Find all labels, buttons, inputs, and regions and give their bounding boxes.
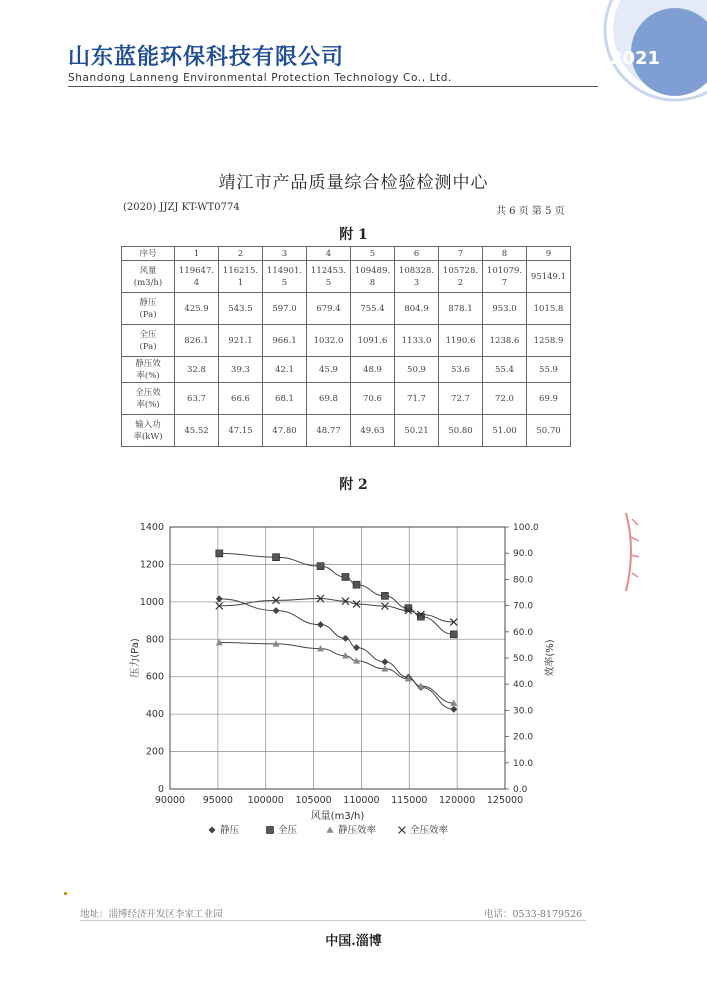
y-tick-label: 0 bbox=[157, 784, 164, 795]
table-cell-line: 53.6 bbox=[451, 364, 470, 375]
table-cell bbox=[527, 415, 571, 447]
table-cell bbox=[395, 293, 439, 325]
document-title: 靖江市产品质量综合检验检测中心 bbox=[218, 173, 489, 193]
table-cell-line: 679.4 bbox=[316, 303, 341, 314]
table-cell bbox=[175, 293, 219, 325]
table-cell bbox=[351, 261, 395, 293]
table-cell-line: 3 bbox=[413, 277, 420, 288]
table-cell-line: 1 bbox=[237, 277, 244, 288]
company-name-en: Shandong Lanneng Environmental Protection Technology Co., Ltd. bbox=[68, 72, 452, 84]
table-cell bbox=[483, 383, 527, 415]
table-cell bbox=[307, 261, 351, 293]
table-cell bbox=[483, 325, 527, 357]
table-cell-line: 2 bbox=[457, 277, 464, 288]
x-axis-label: 风量(m3/h) bbox=[310, 811, 365, 822]
table-header-cell: 3 bbox=[263, 247, 307, 261]
y2-tick-label: 60.0 bbox=[513, 627, 534, 638]
table-cell-line: 101079. bbox=[486, 265, 523, 276]
y2-tick-label: 70.0 bbox=[513, 601, 534, 612]
y-tick-label: 1200 bbox=[139, 559, 164, 571]
table-header-cell: 序号 bbox=[122, 247, 175, 261]
table-cell bbox=[483, 261, 527, 293]
table-cell-line: 66.6 bbox=[231, 393, 250, 404]
data-point-diamond bbox=[209, 827, 216, 834]
table-cell-line: 597.0 bbox=[272, 303, 297, 314]
table-cell bbox=[351, 357, 395, 383]
fan-performance-chart bbox=[120, 515, 560, 849]
chart-svg bbox=[120, 515, 560, 845]
row-label-line2: 率(%) bbox=[136, 370, 160, 381]
table-row-label bbox=[122, 357, 175, 383]
row-label-line2: 率(kW) bbox=[133, 431, 163, 442]
table-cell bbox=[351, 325, 395, 357]
table-cell bbox=[263, 325, 307, 357]
table-cell-line: 1015.8 bbox=[533, 303, 564, 314]
footer-address: 地址：淄博经济开发区李家工业园 bbox=[80, 909, 223, 920]
data-point-diamond bbox=[216, 595, 223, 602]
table-cell bbox=[263, 293, 307, 325]
row-label-line2: (m3/h) bbox=[133, 277, 163, 288]
table-cell-line: 1190.6 bbox=[445, 335, 476, 346]
table-cell bbox=[351, 415, 395, 447]
row-label-line2: 率(%) bbox=[136, 399, 160, 410]
y2-tick-label: 0.0 bbox=[513, 785, 528, 795]
y2-tick-label: 10.0 bbox=[513, 758, 534, 769]
table-row bbox=[122, 415, 571, 447]
table-cell-line: 921.1 bbox=[228, 335, 253, 346]
table-cell-line: 804.9 bbox=[404, 303, 429, 314]
table-cell-line: 50.9 bbox=[407, 364, 426, 375]
x-tick-label: 115000 bbox=[391, 795, 428, 806]
y2-tick-label: 90.0 bbox=[513, 549, 534, 560]
table-cell-line: 1238.6 bbox=[489, 335, 520, 346]
table-header-cell: 4 bbox=[307, 247, 351, 261]
table-cell bbox=[219, 357, 263, 383]
table-header-cell: 7 bbox=[439, 247, 483, 261]
y2-tick-label: 100.0 bbox=[513, 523, 539, 533]
table-cell bbox=[527, 293, 571, 325]
table-cell-line: 8 bbox=[369, 277, 376, 288]
footer-dot bbox=[64, 892, 67, 895]
footer-city: 中国.淄博 bbox=[325, 934, 382, 949]
y-tick-label: 200 bbox=[145, 746, 164, 758]
table-cell-line: 543.5 bbox=[228, 303, 253, 314]
table-cell-line: 68.1 bbox=[275, 393, 294, 404]
table-row bbox=[122, 357, 571, 383]
table-cell bbox=[175, 357, 219, 383]
table-cell bbox=[483, 357, 527, 383]
row-label-line1: 全压效 bbox=[135, 387, 161, 398]
data-point-triangle bbox=[327, 827, 334, 833]
table-cell-line: 116215. bbox=[222, 265, 259, 276]
table-cell-line: 42.1 bbox=[275, 364, 294, 375]
y-tick-label: 1400 bbox=[139, 522, 164, 533]
table-cell-line: 32.8 bbox=[187, 364, 206, 375]
y-tick-label: 1000 bbox=[139, 596, 164, 608]
table-cell-line: 119647. bbox=[178, 265, 215, 276]
x-tick-label: 120000 bbox=[439, 795, 476, 806]
table-cell bbox=[307, 357, 351, 383]
table-cell bbox=[219, 325, 263, 357]
data-point-square bbox=[353, 581, 360, 588]
x-tick-label: 110000 bbox=[343, 795, 380, 806]
footer-phone: 电话：0533-8179526 bbox=[484, 909, 583, 920]
data-point-square bbox=[317, 563, 324, 570]
y2-tick-label: 30.0 bbox=[513, 706, 534, 717]
row-label-line1: 风量 bbox=[139, 265, 157, 276]
table-cell-line: 966.1 bbox=[272, 335, 297, 346]
table-cell-line: 105728. bbox=[442, 265, 479, 276]
table-header-cell: 2 bbox=[219, 247, 263, 261]
table-header-cell: 1 bbox=[175, 247, 219, 261]
table-cell-line: 50.70 bbox=[536, 425, 561, 436]
table-cell bbox=[219, 415, 263, 447]
legend-label: 静压 bbox=[220, 825, 240, 836]
footer-divider bbox=[80, 920, 586, 921]
table-cell bbox=[263, 383, 307, 415]
table-cell bbox=[483, 415, 527, 447]
table-cell bbox=[395, 383, 439, 415]
y-tick-label: 600 bbox=[145, 671, 164, 683]
table-header-cell: 8 bbox=[483, 247, 527, 261]
table-header-cell: 5 bbox=[351, 247, 395, 261]
table-cell bbox=[263, 415, 307, 447]
table-cell-line: 878.1 bbox=[448, 303, 473, 314]
table-cell-line: 47.80 bbox=[272, 425, 297, 436]
table-cell bbox=[527, 261, 571, 293]
table-cell-line: 7 bbox=[501, 277, 508, 288]
y2-axis-label: 效率(%) bbox=[545, 639, 556, 677]
table-cell bbox=[439, 261, 483, 293]
table-cell-line: 72.0 bbox=[495, 393, 514, 404]
appendix-1-title: 附 1 bbox=[339, 227, 368, 243]
table-cell-line: 48.77 bbox=[316, 425, 341, 436]
row-label-line1: 静压 bbox=[139, 297, 157, 308]
table-cell bbox=[439, 415, 483, 447]
table-cell bbox=[351, 293, 395, 325]
table-row bbox=[122, 293, 571, 325]
table-cell-line: 425.9 bbox=[184, 303, 209, 314]
x-tick-label: 100000 bbox=[247, 795, 284, 806]
table-cell bbox=[263, 261, 307, 293]
table-cell-line: 51.00 bbox=[492, 425, 517, 436]
table-row-label bbox=[122, 325, 175, 357]
table-cell-line: 48.9 bbox=[363, 364, 382, 375]
table-cell-line: 45.9 bbox=[319, 364, 338, 375]
table-cell-line: 112453. bbox=[310, 265, 347, 276]
y2-tick-label: 20.0 bbox=[513, 732, 534, 743]
table-cell bbox=[219, 383, 263, 415]
table-cell bbox=[439, 383, 483, 415]
table-cell bbox=[307, 325, 351, 357]
data-point-square bbox=[381, 592, 388, 599]
table-row bbox=[122, 325, 571, 357]
table-cell-line: 1258.9 bbox=[533, 335, 564, 346]
table-cell-line: 39.3 bbox=[231, 364, 250, 375]
table-cell-line: 69.9 bbox=[539, 393, 558, 404]
table-cell bbox=[439, 293, 483, 325]
x-tick-label: 90000 bbox=[154, 795, 186, 806]
table-cell-line: 50.80 bbox=[448, 425, 473, 436]
y2-tick-label: 40.0 bbox=[513, 680, 534, 691]
table-cell-line: 72.7 bbox=[451, 393, 470, 404]
data-point-cross bbox=[399, 827, 406, 834]
row-label-line1: 全压 bbox=[139, 329, 157, 340]
table-cell bbox=[483, 293, 527, 325]
table-cell bbox=[263, 357, 307, 383]
table-cell bbox=[307, 415, 351, 447]
data-point-square bbox=[450, 631, 457, 638]
data-point-diamond bbox=[273, 607, 280, 614]
table-cell-line: 49.63 bbox=[360, 425, 385, 436]
table-cell-line: 1133.0 bbox=[401, 335, 432, 346]
table-cell-line: 55.9 bbox=[539, 364, 558, 375]
table-cell bbox=[307, 293, 351, 325]
table-cell bbox=[175, 383, 219, 415]
table-row-label bbox=[122, 383, 175, 415]
table-cell bbox=[439, 357, 483, 383]
table-cell bbox=[307, 383, 351, 415]
data-point-diamond bbox=[342, 635, 349, 642]
data-point-diamond bbox=[317, 621, 324, 628]
table-cell-line: 5 bbox=[325, 277, 332, 288]
company-name-cn: 山东蓝能环保科技有限公司 bbox=[68, 45, 345, 70]
table-cell-line: 826.1 bbox=[184, 335, 209, 346]
table-cell-line: 109489. bbox=[354, 265, 391, 276]
table-row-label bbox=[122, 293, 175, 325]
table-cell-line: 4 bbox=[193, 277, 200, 288]
report-number: (2020) JJZJ KT-WT0774 bbox=[123, 202, 240, 213]
table-cell bbox=[175, 261, 219, 293]
table-cell bbox=[175, 415, 219, 447]
table-cell-line: 108328. bbox=[398, 265, 435, 276]
table-cell bbox=[395, 261, 439, 293]
table-cell-line: 114901. bbox=[266, 265, 303, 276]
table-row-label bbox=[122, 415, 175, 447]
table-cell-line: 1032.0 bbox=[313, 335, 344, 346]
data-point-square bbox=[273, 554, 280, 561]
y-tick-label: 800 bbox=[145, 634, 164, 646]
y-axis-label: 压力(Pa) bbox=[130, 638, 141, 678]
x-tick-label: 125000 bbox=[486, 795, 524, 806]
seal-stamp-edge bbox=[622, 505, 644, 595]
table-cell-line: 69.8 bbox=[319, 393, 338, 404]
table-cell-line: 55.4 bbox=[495, 364, 514, 375]
data-point-square bbox=[216, 550, 223, 557]
table-cell bbox=[527, 357, 571, 383]
table-cell-line: 95149.1 bbox=[530, 271, 567, 282]
header-divider bbox=[68, 86, 598, 87]
table-cell bbox=[439, 325, 483, 357]
legend-label: 全压效率 bbox=[410, 825, 449, 836]
data-point-diamond bbox=[450, 706, 457, 713]
y2-tick-label: 50.0 bbox=[513, 654, 534, 664]
table-row bbox=[122, 261, 571, 293]
table-cell bbox=[527, 325, 571, 357]
row-label-line1: 输入功 bbox=[135, 419, 161, 430]
series-line bbox=[219, 643, 453, 704]
table-header-cell: 9 bbox=[527, 247, 571, 261]
data-point-diamond bbox=[381, 658, 388, 665]
page-info: 共 6 页 第 5 页 bbox=[496, 206, 565, 217]
table-cell-line: 47.15 bbox=[228, 425, 253, 436]
legend-label: 静压效率 bbox=[338, 825, 377, 836]
row-label-line1: 静压效 bbox=[135, 358, 161, 369]
table-cell-line: 63.7 bbox=[187, 393, 206, 404]
table-cell-line: 5 bbox=[281, 277, 288, 288]
table-cell bbox=[527, 383, 571, 415]
table-cell-line: 953.0 bbox=[492, 303, 517, 314]
row-label-line2: (Pa) bbox=[139, 341, 157, 352]
data-point-square bbox=[342, 573, 349, 580]
table-cell-line: 50.21 bbox=[404, 425, 429, 436]
table-cell-line: 70.6 bbox=[363, 393, 382, 404]
year-badge: 2021 bbox=[609, 48, 661, 69]
x-tick-label: 105000 bbox=[295, 795, 332, 806]
x-tick-label: 95000 bbox=[202, 795, 233, 806]
table-cell bbox=[219, 261, 263, 293]
table-cell-line: 1091.6 bbox=[357, 335, 388, 346]
y2-tick-label: 80.0 bbox=[513, 575, 534, 586]
table-header-cell: 6 bbox=[395, 247, 439, 261]
row-label-line2: (Pa) bbox=[139, 309, 157, 320]
appendix-2-title: 附 2 bbox=[339, 477, 368, 493]
data-point-diamond bbox=[353, 644, 360, 651]
legend-label: 全压 bbox=[278, 825, 298, 836]
table-row-label bbox=[122, 261, 175, 293]
test-data-table bbox=[121, 246, 571, 447]
table-cell-line: 45.52 bbox=[184, 425, 209, 436]
data-point-square bbox=[267, 827, 274, 834]
table-cell bbox=[351, 383, 395, 415]
table-cell-line: 71.7 bbox=[407, 393, 426, 404]
series-line bbox=[219, 553, 453, 634]
table-cell-line: 755.4 bbox=[360, 303, 385, 314]
table-cell bbox=[395, 415, 439, 447]
y-tick-label: 400 bbox=[145, 709, 164, 721]
table-row bbox=[122, 383, 571, 415]
table-cell bbox=[395, 325, 439, 357]
plot-frame bbox=[170, 527, 505, 789]
table-header-row bbox=[122, 247, 571, 261]
table-cell bbox=[175, 325, 219, 357]
table-cell bbox=[395, 357, 439, 383]
table-cell bbox=[219, 293, 263, 325]
